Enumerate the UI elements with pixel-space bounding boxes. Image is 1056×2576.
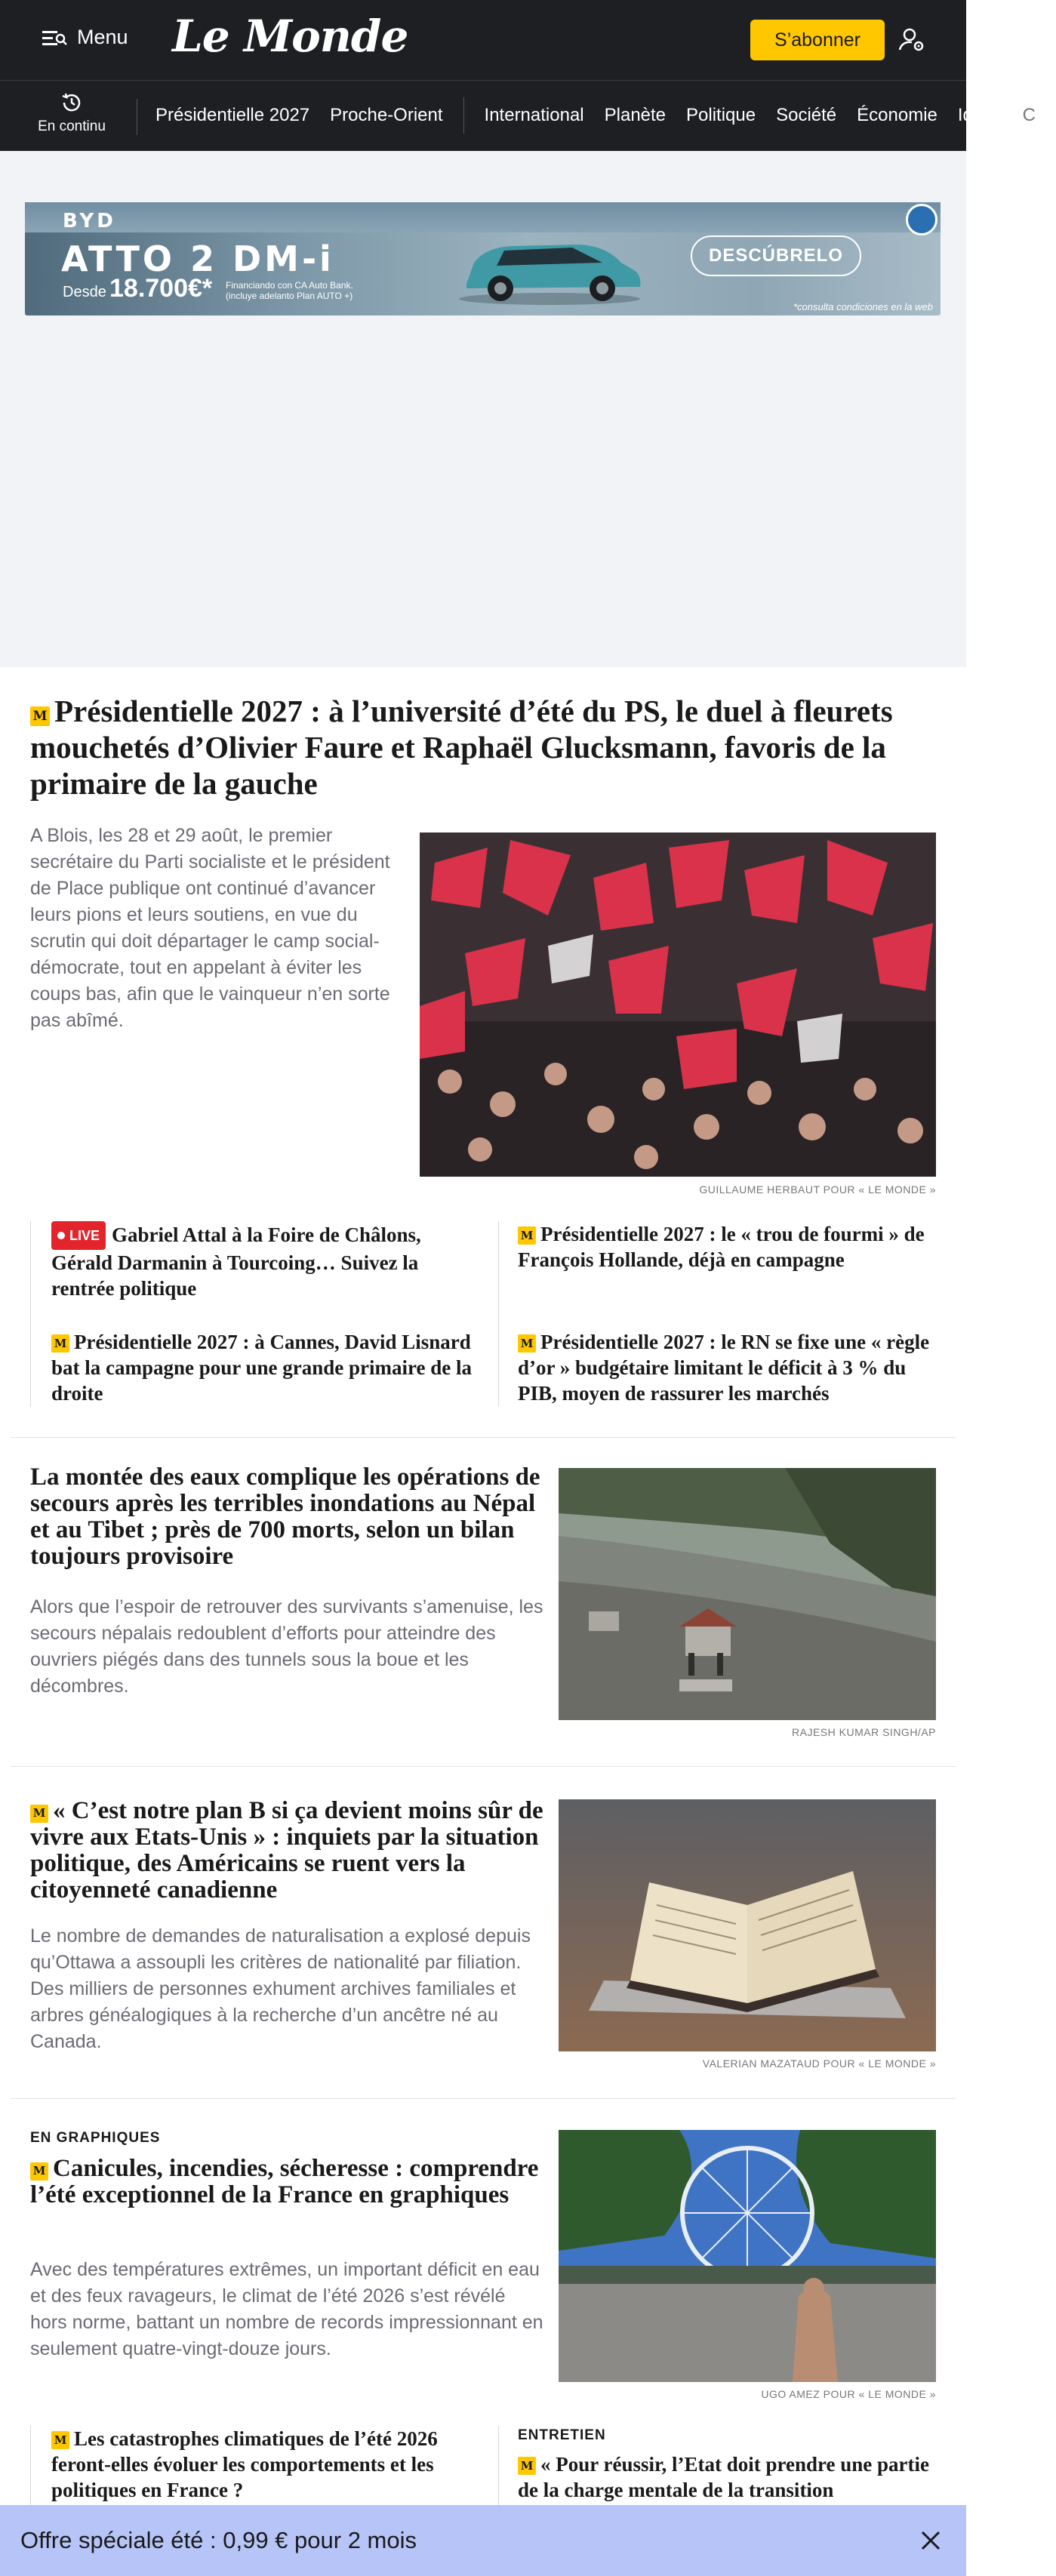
nav-item-culture[interactable]: C [1022, 105, 1036, 125]
article-headline[interactable]: La montée des eaux complique les opérations de secours après les terribles inondations au Népal et au Tibet ; près de 700 morts, selon un bilan toujours provisoire [30, 1463, 540, 1570]
article-photo-flood[interactable] [559, 1468, 936, 1720]
lead-headline[interactable] [30, 693, 906, 802]
nav-item-idees[interactable]: Idées [957, 105, 1002, 125]
ad-legal: *consulta condiciones en la web [793, 301, 933, 312]
article-summary: Alors que l’espoir de retrouver des survivants s’amenuise, les secours népalais redoublent d’efforts pour atteindre des ouvriers piégés dans des tunnels sous la boue et les décombres. [30, 1596, 543, 1697]
nav-item-presidentielle[interactable]: Présidentielle 2027 [155, 105, 310, 125]
related-article[interactable] [51, 2426, 474, 2503]
site-logo[interactable]: Le Monde [172, 11, 408, 62]
menu-button[interactable] [42, 26, 128, 49]
related-article[interactable] [51, 1329, 474, 1406]
history-clock-icon [30, 91, 113, 114]
related-title: Gabriel Attal à la Foire de Châlons, Gérald Darmanin à Tourcoing… Suivez la rentrée politique [51, 1223, 421, 1300]
related-article[interactable] [518, 1329, 941, 1406]
section-divider [11, 1766, 956, 1767]
article-photo-credit: RAJESH KUMAR SINGH/AP [792, 1726, 936, 1738]
subscriber-m-icon: M [518, 2457, 536, 2475]
related-divider [30, 2426, 31, 2505]
nav-divider [463, 97, 464, 134]
related-divider [30, 1221, 31, 1407]
account-icon[interactable] [898, 27, 925, 57]
nav-en-continu[interactable] [30, 91, 113, 135]
subscriber-m-icon: M [30, 1805, 48, 1823]
subscriber-m-icon: M [51, 1334, 69, 1353]
nav-item-proche-orient[interactable]: Proche-Orient [330, 105, 443, 125]
offer-text: Offre spéciale été : 0,99 € pour 2 mois [20, 2527, 417, 2553]
main-nav [0, 80, 1036, 151]
related-title: Les catastrophes climatiques de l’été 2026 feront-elles évoluer les comportements et les politiques en France ? [51, 2427, 438, 2501]
related-article[interactable] [518, 1221, 941, 1273]
article-photo-credit: VALERIAN MAZATAUD POUR « LE MONDE » [702, 2057, 936, 2070]
menu-icon [42, 29, 68, 47]
subscribe-button[interactable]: S’abonner [750, 20, 885, 60]
section-divider [11, 1437, 956, 1438]
subscriber-m-icon: M [30, 2162, 48, 2181]
nav-item-societe[interactable]: Société [776, 105, 837, 125]
ad-choices-icon[interactable] [906, 204, 937, 235]
ad-cta-button[interactable]: DESCÚBRELO [691, 235, 861, 276]
special-offer-banner[interactable] [0, 2505, 966, 2576]
related-article[interactable] [518, 2451, 941, 2503]
subscriber-m-icon: M [518, 1226, 536, 1245]
nav-item-international[interactable]: International [484, 105, 584, 125]
related-divider [498, 1221, 499, 1407]
ad-brand: BYD [63, 210, 116, 232]
subscriber-m-icon: M [51, 2431, 69, 2449]
nav-item-planete[interactable]: Planète [604, 105, 667, 125]
menu-label: Menu [77, 26, 128, 48]
section-divider [11, 2098, 956, 2099]
article-headline-text: Canicules, incendies, sécheresse : comprendre l’été exceptionnel de la France en graphiques [30, 2155, 539, 2208]
ad-fine-print: Financiando con CA Auto Bank. (incluye adelanto Plan AUTO +) [226, 280, 353, 301]
lead-photo-credit: GUILLAUME HERBAUT POUR « LE MONDE » [699, 1183, 936, 1196]
lead-photo[interactable] [420, 833, 936, 1177]
ad-car-image [451, 225, 648, 306]
lead-headline-text: Présidentielle 2027 : à l’université d’été du PS, le duel à fleurets mouchetés d’Olivier Faure et Raphaël Glucksmann, favoris de la primaire de la gauche [30, 694, 893, 801]
nav-en-continu-label: En continu [38, 118, 106, 134]
article-headline[interactable] [30, 2156, 551, 2208]
nav-item-economie[interactable]: Économie [857, 105, 937, 125]
article-headline[interactable] [30, 1798, 551, 1904]
related-title: Présidentielle 2027 : à Cannes, David Lisnard bat la campagne pour une grande primaire de la droite [51, 1331, 473, 1405]
subscriber-m-icon: M [30, 706, 50, 726]
article-headline-text: « C’est notre plan B si ça devient moins sûr de vivre aux Etats-Unis » : inquiets par la situation politique, des Américains se ruent vers la citoyenneté canadienne [30, 1797, 543, 1904]
ad-price-from: Desde [63, 284, 106, 300]
ad-price: 18.700€* [109, 274, 213, 303]
advertisement-banner[interactable] [25, 202, 941, 315]
article-photo-credit: UGO AMEZ POUR « LE MONDE » [761, 2388, 936, 2400]
related-title: « Pour réussir, l’Etat doit prendre une partie de la charge mentale de la transition [518, 2453, 930, 2501]
related-divider [498, 2426, 499, 2505]
nav-items [155, 105, 1056, 134]
article-photo-document[interactable] [559, 1799, 936, 2051]
article-photo-heatwave[interactable] [559, 2130, 936, 2382]
lead-summary: A Blois, les 28 et 29 août, le premier secrétaire du Parti socialiste et le président de Place publique ont continué d’avancer leurs pions et leurs soutiens, en vue du scrutin qui doit départager le camp social-démocrate, tout en appelant à éviter les coups bas, afin que le vainqueur n’en sorte pas abîmé. [30, 825, 390, 1031]
nav-item-politique[interactable]: Politique [686, 105, 756, 125]
close-icon[interactable] [918, 2528, 944, 2553]
related-article-live[interactable] [51, 1221, 444, 1301]
live-dot-icon [57, 1232, 65, 1239]
ad-model: ATTO 2 DM-i [61, 239, 334, 279]
article-summary: Le nombre de demandes de naturalisation a explosé depuis qu’Ottawa a assoupli les critères de nationalité par filiation. Des milliers de personnes exhument archives familiales et arbres généalogiques à la recherche d’un ancêtre né au Canada. [30, 1925, 531, 2052]
subscriber-m-icon: M [518, 1334, 536, 1353]
article-kicker: EN GRAPHIQUES [30, 2130, 161, 2146]
top-header [0, 0, 966, 80]
live-badge: LIVE [51, 1221, 106, 1250]
article-summary: Avec des températures extrêmes, un important déficit en eau et des feux ravageurs, le climat de l’été 2026 s’est révélé hors norme, battant un nombre de records impressionnant en seulement quatre-vingt-douze jours. [30, 2259, 543, 2359]
related-kicker: ENTRETIEN [518, 2427, 606, 2443]
related-title: Présidentielle 2027 : le « trou de fourmi » de François Hollande, déjà en campagne [518, 1223, 925, 1271]
related-title: Présidentielle 2027 : le RN se fixe une « règle d’or » budgétaire limitant le déficit à 3 % du PIB, moyen de rassurer les marchés [518, 1331, 930, 1405]
